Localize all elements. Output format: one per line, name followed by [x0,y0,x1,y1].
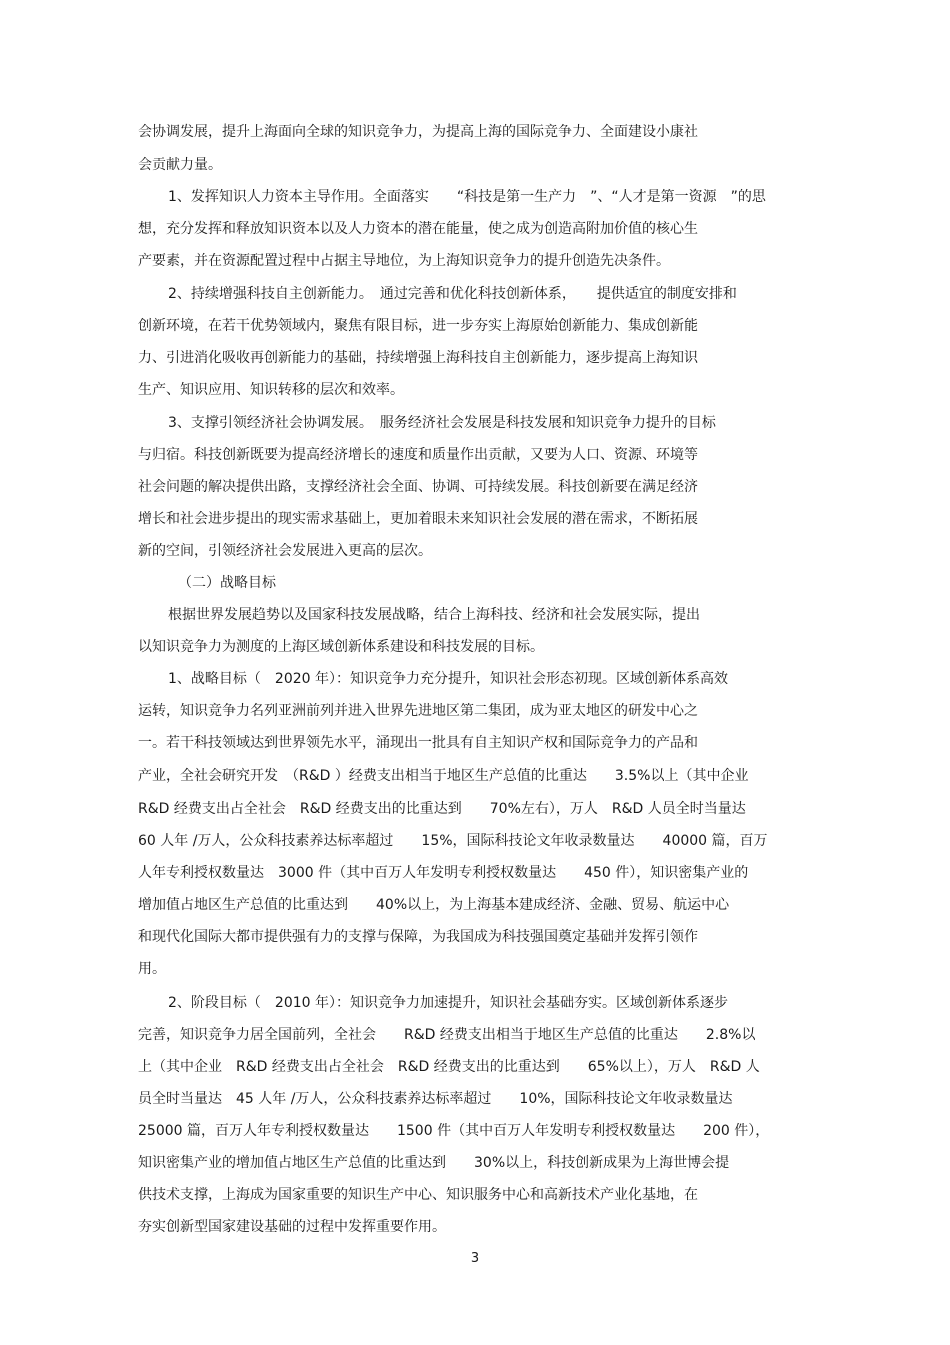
paragraph-line: 社会问题的解决提供出路，支撑经济社会全面、协调、可持续发展。科技创新要在满足经济 [138,479,698,495]
paragraph-line: 60 人年 /万人，公众科技素养达标率超过 15%，国际科技论文年收录数量达 40000 篇，百万 [138,833,768,849]
paragraph-line: 运转，知识竞争力名列亚洲前列并进入世界先进地区第二集团，成为亚太地区的研发中心之 [138,703,698,719]
paragraph-line: 创新环境，在若干优势领域内，聚焦有限目标，进一步夯实上海原始创新能力、集成创新能 [138,318,698,334]
section-heading: （二）战略目标 [178,575,276,591]
paragraph-line: 会贡献力量。 [138,157,222,173]
paragraph-line: 增加值占地区生产总值的比重达到 40%以上，为上海基本建成经济、金融、贸易、航运中心 [138,897,730,913]
paragraph-line: 供技术支撑，上海成为国家重要的知识生产中心、知识服务中心和高新技术产业化基地，在 [138,1187,698,1203]
paragraph-line: 和现代化国际大都市提供强有力的支撑与保障，为我国成为科技强国奠定基础并发挥引领作 [138,929,698,945]
paragraph-line: 新的空间，引领经济社会发展进入更高的层次。 [138,543,432,559]
paragraph-line: 产业，全社会研究开发 （R&D ）经费支出相当于地区生产总值的比重达 3.5%以上（其中企业 [138,768,749,784]
paragraph-line: 3、支撑引领经济社会协调发展。 服务经济社会发展是科技发展和知识竞争力提升的目标 [168,415,716,431]
paragraph-line: 根据世界发展趋势以及国家科技发展战略，结合上海科技、经济和社会发展实际，提出 [168,607,700,623]
paragraph-line: 想，充分发挥和释放知识资本以及人力资本的潜在能量，使之成为创造高附加价值的核心生 [138,221,698,237]
paragraph-line: 以知识竞争力为测度的上海区域创新体系建设和科技发展的目标。 [138,639,544,655]
paragraph-line: 完善，知识竞争力居全国前列，全社会 R&D 经费支出相当于地区生产总值的比重达 2.8%以 [138,1027,756,1043]
paragraph-line: 1、战略目标（ 2020 年）：知识竞争力充分提升，知识社会形态初现。区域创新体系高效 [168,671,728,687]
paragraph-line: 一。若干科技领域达到世界领先水平，涌现出一批具有自主知识产权和国际竞争力的产品和 [138,735,698,751]
paragraph-line: 知识密集产业的增加值占地区生产总值的比重达到 30%以上，科技创新成果为上海世博会提 [138,1155,730,1171]
paragraph-line: 人年专利授权数量达 3000 件（其中百万人年发明专利授权数量达 450 件），知识密集产业的 [138,865,749,881]
paragraph-line: R&D 经费支出占全社会 R&D 经费支出的比重达到 70%左右），万人 R&D 人员全时当量达 [138,801,746,817]
paragraph-line: 与归宿。科技创新既要为提高经济增长的速度和质量作出贡献，又要为人口、资源、环境等 [138,447,698,463]
paragraph-line: 会协调发展，提升上海面向全球的知识竞争力，为提高上海的国际竞争力、全面建设小康社 [138,124,698,140]
paragraph-line: 夯实创新型国家建设基础的过程中发挥重要作用。 [138,1219,446,1235]
page-number: 3 [470,1251,480,1266]
paragraph-line: 2、阶段目标（ 2010 年）：知识竞争力加速提升，知识社会基础夯实。区域创新体系逐步 [168,995,728,1011]
paragraph-line: 员全时当量达 45 人年 /万人，公众科技素养达标率超过 10%，国际科技论文年收录数量达 [138,1091,733,1107]
paragraph-line: 力、引进消化吸收再创新能力的基础，持续增强上海科技自主创新能力，逐步提高上海知识 [138,350,698,366]
paragraph-line: 上（其中企业 R&D 经费支出占全社会 R&D 经费支出的比重达到 65%以上），万人 R&D 人 [138,1059,760,1075]
paragraph-line: 用。 [138,961,166,977]
paragraph-line: 生产、知识应用、知识转移的层次和效率。 [138,382,404,398]
paragraph-line: 增长和社会进步提出的现实需求基础上，更加着眼未来知识社会发展的潜在需求，不断拓展 [138,511,698,527]
paragraph-line: 25000 篇，百万人年专利授权数量达 1500 件（其中百万人年发明专利授权数量达 200 件）， [138,1123,770,1139]
paragraph-line: 1、发挥知识人力资本主导作用。全面落实 “科技是第一生产力 ”、“人才是第一资源 ”的思 [168,189,766,205]
paragraph-line: 产要素，并在资源配置过程中占据主导地位，为上海知识竞争力的提升创造先决条件。 [138,253,670,269]
paragraph-line: 2、持续增强科技自主创新能力。 通过完善和优化科技创新体系， 提供适宜的制度安排和 [168,286,737,302]
